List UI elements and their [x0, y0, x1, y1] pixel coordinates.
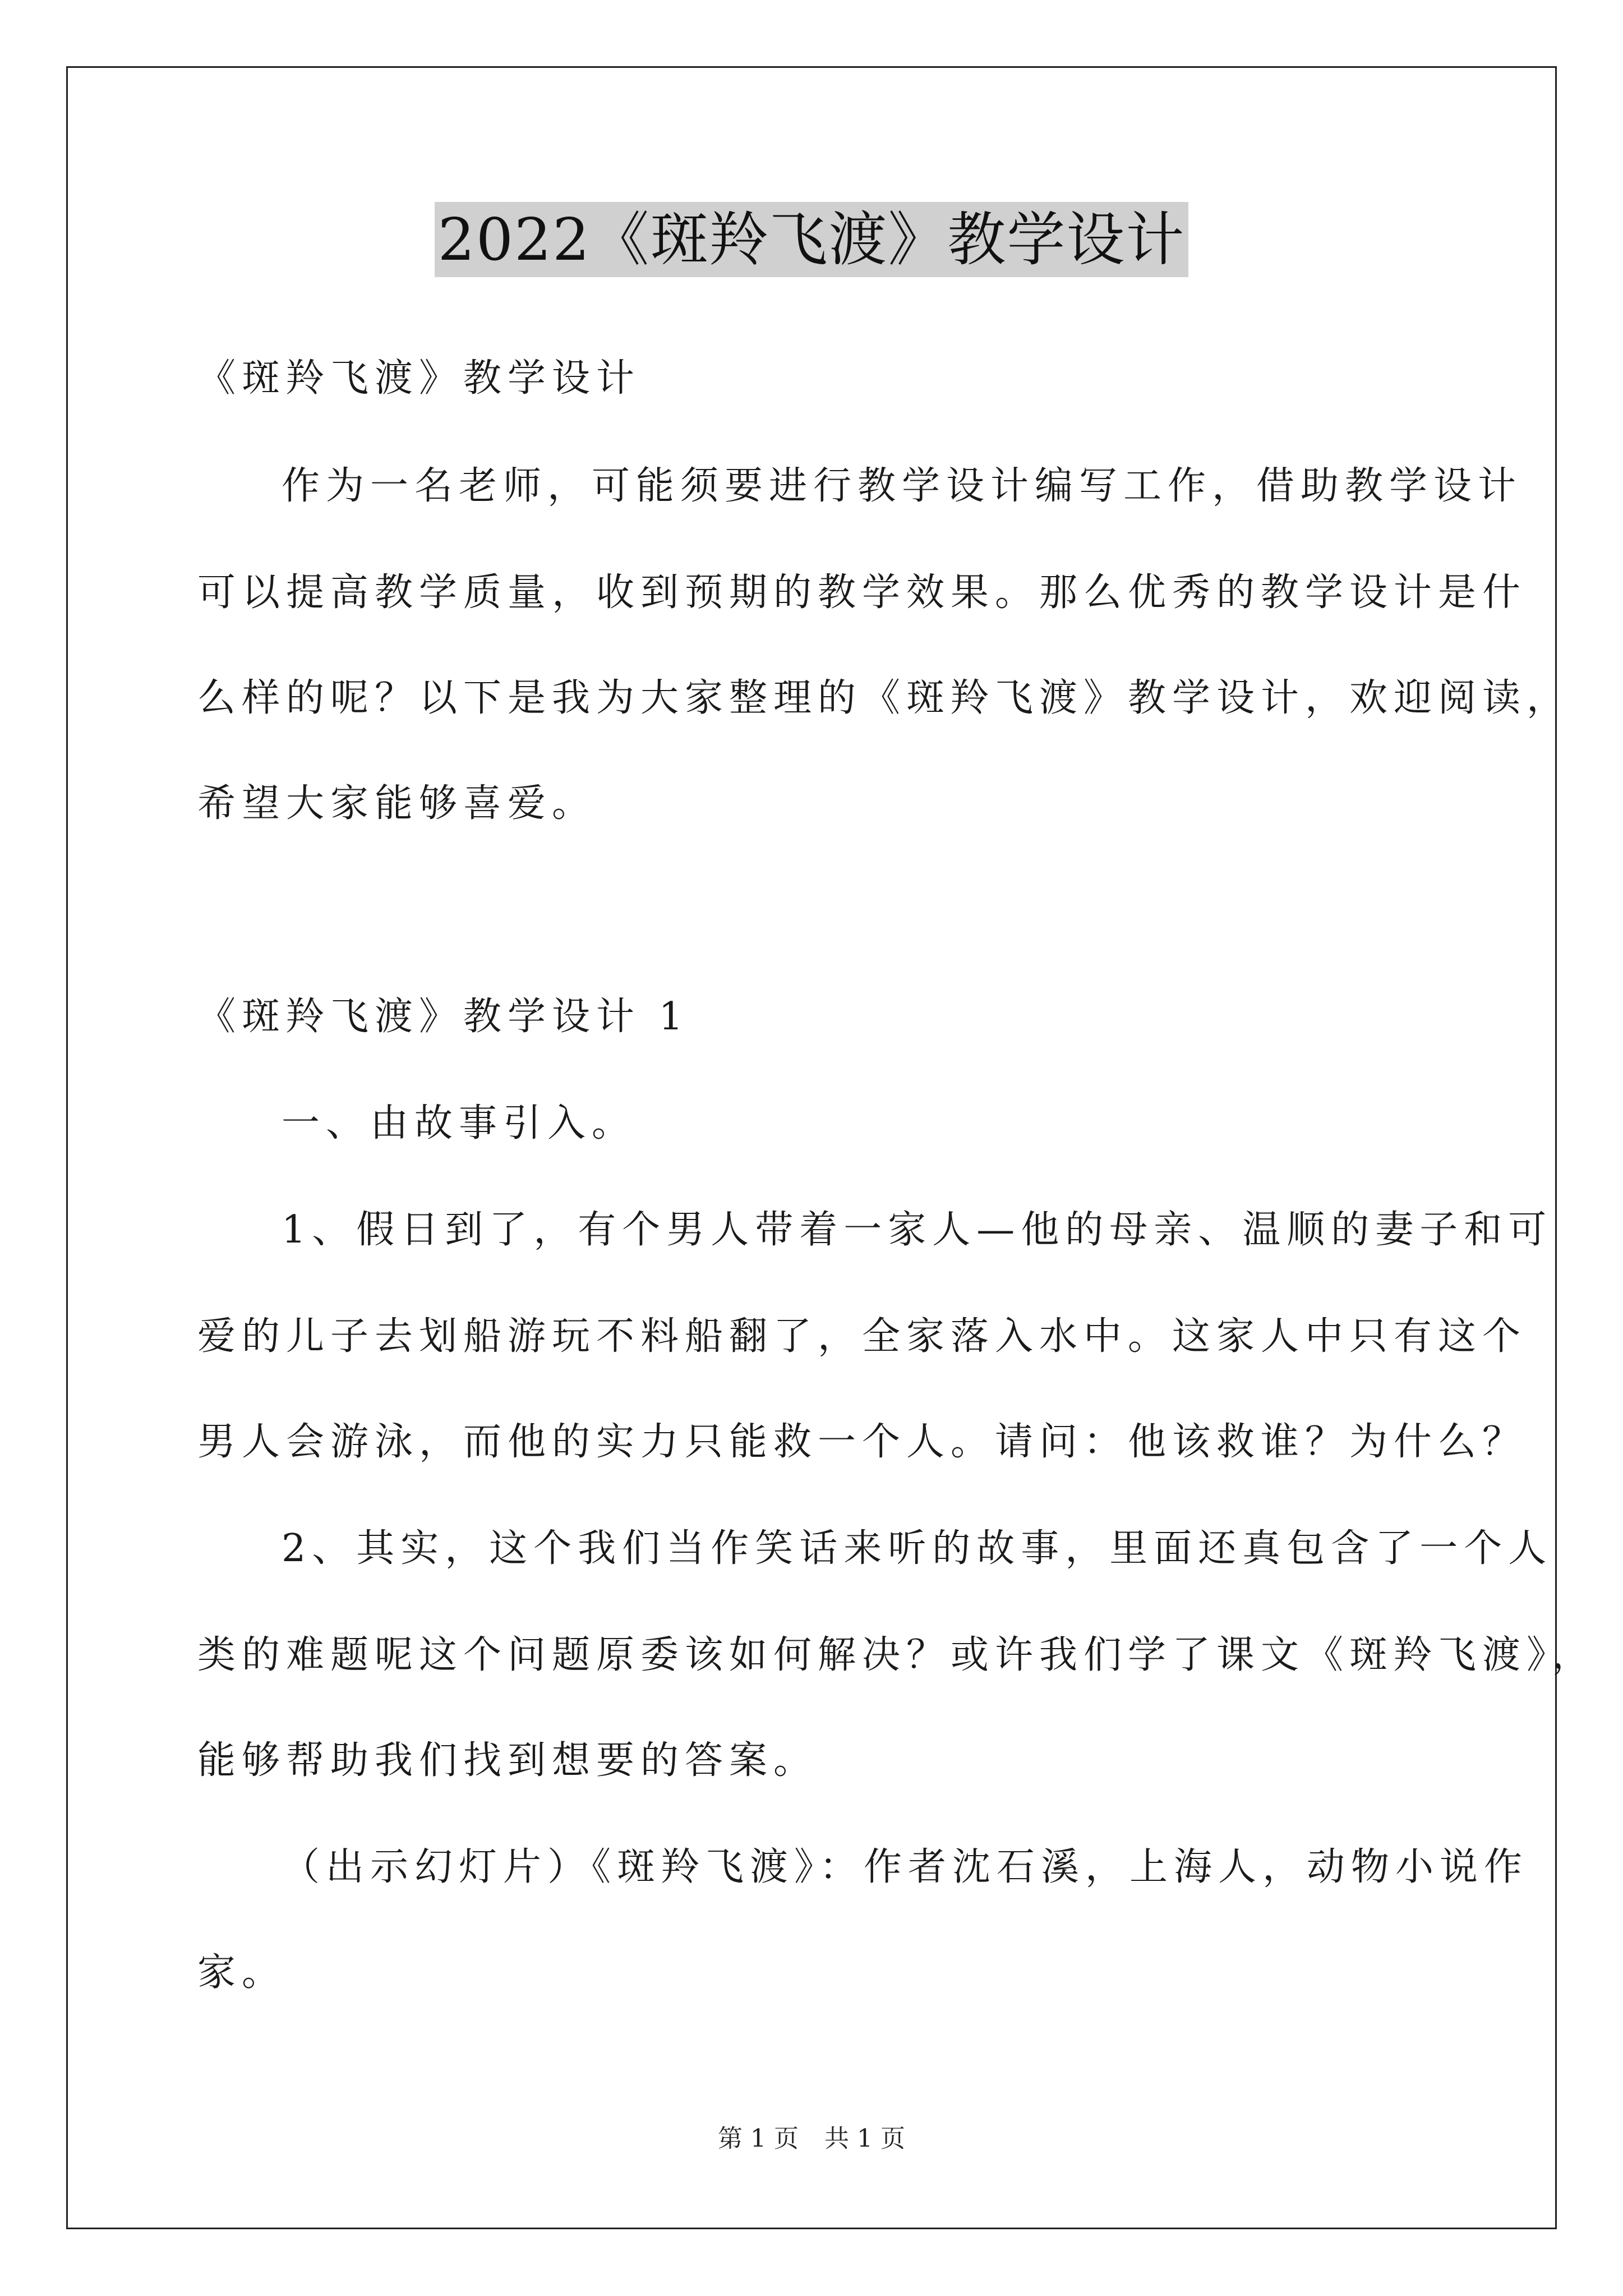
- intro-line: 希望大家能够喜爱。: [197, 781, 597, 826]
- intro-line: 可以提高教学质量，收到预期的教学效果。那么优秀的教学设计是什: [197, 570, 1527, 615]
- subheading: 《斑羚飞渡》教学设计: [197, 356, 641, 401]
- document-title: 2022《斑羚飞渡》教学设计: [435, 202, 1189, 277]
- title-wrap: [0, 202, 1623, 277]
- paragraph-line: （出示幻灯片）《斑羚飞渡》：作者沈石溪，上海人，动物小说作: [282, 1845, 1529, 1889]
- intro-line: 么样的呢？以下是我为大家整理的《斑羚飞渡》教学设计，欢迎阅读，: [197, 676, 1571, 720]
- paragraph-line: 1、假日到了，有个男人带着一家人—他的母亲、温顺的妻子和可: [282, 1208, 1553, 1252]
- page-footer: [0, 2123, 1623, 2155]
- paragraph-line: 能够帮助我们找到想要的答案。: [197, 1738, 818, 1783]
- part-heading: 一、由故事引入。: [282, 1101, 637, 1145]
- intro-line: 作为一名老师，可能须要进行教学设计编写工作，借助教学设计: [282, 464, 1523, 508]
- paragraph-line: 家。: [197, 1950, 287, 1995]
- paragraph-line: 2、其实，这个我们当作笑话来听的故事，里面还真包含了一个人: [282, 1526, 1553, 1571]
- page-number: 第 1 页: [718, 2124, 799, 2153]
- paragraph-line: 爱的儿子去划船游玩不料船翻了，全家落入水中。这家人中只有这个: [197, 1314, 1527, 1359]
- section-title: 《斑羚飞渡》教学设计 1: [197, 995, 689, 1039]
- paragraph-line: 男人会游泳，而他的实力只能救一个人。请问：他该救谁？为什么？: [197, 1420, 1527, 1464]
- page-total: 共 1 页: [824, 2124, 905, 2153]
- paragraph-line: 类的难题呢这个问题原委该如何解决？或许我们学了课文《斑羚飞渡》，: [197, 1633, 1597, 1677]
